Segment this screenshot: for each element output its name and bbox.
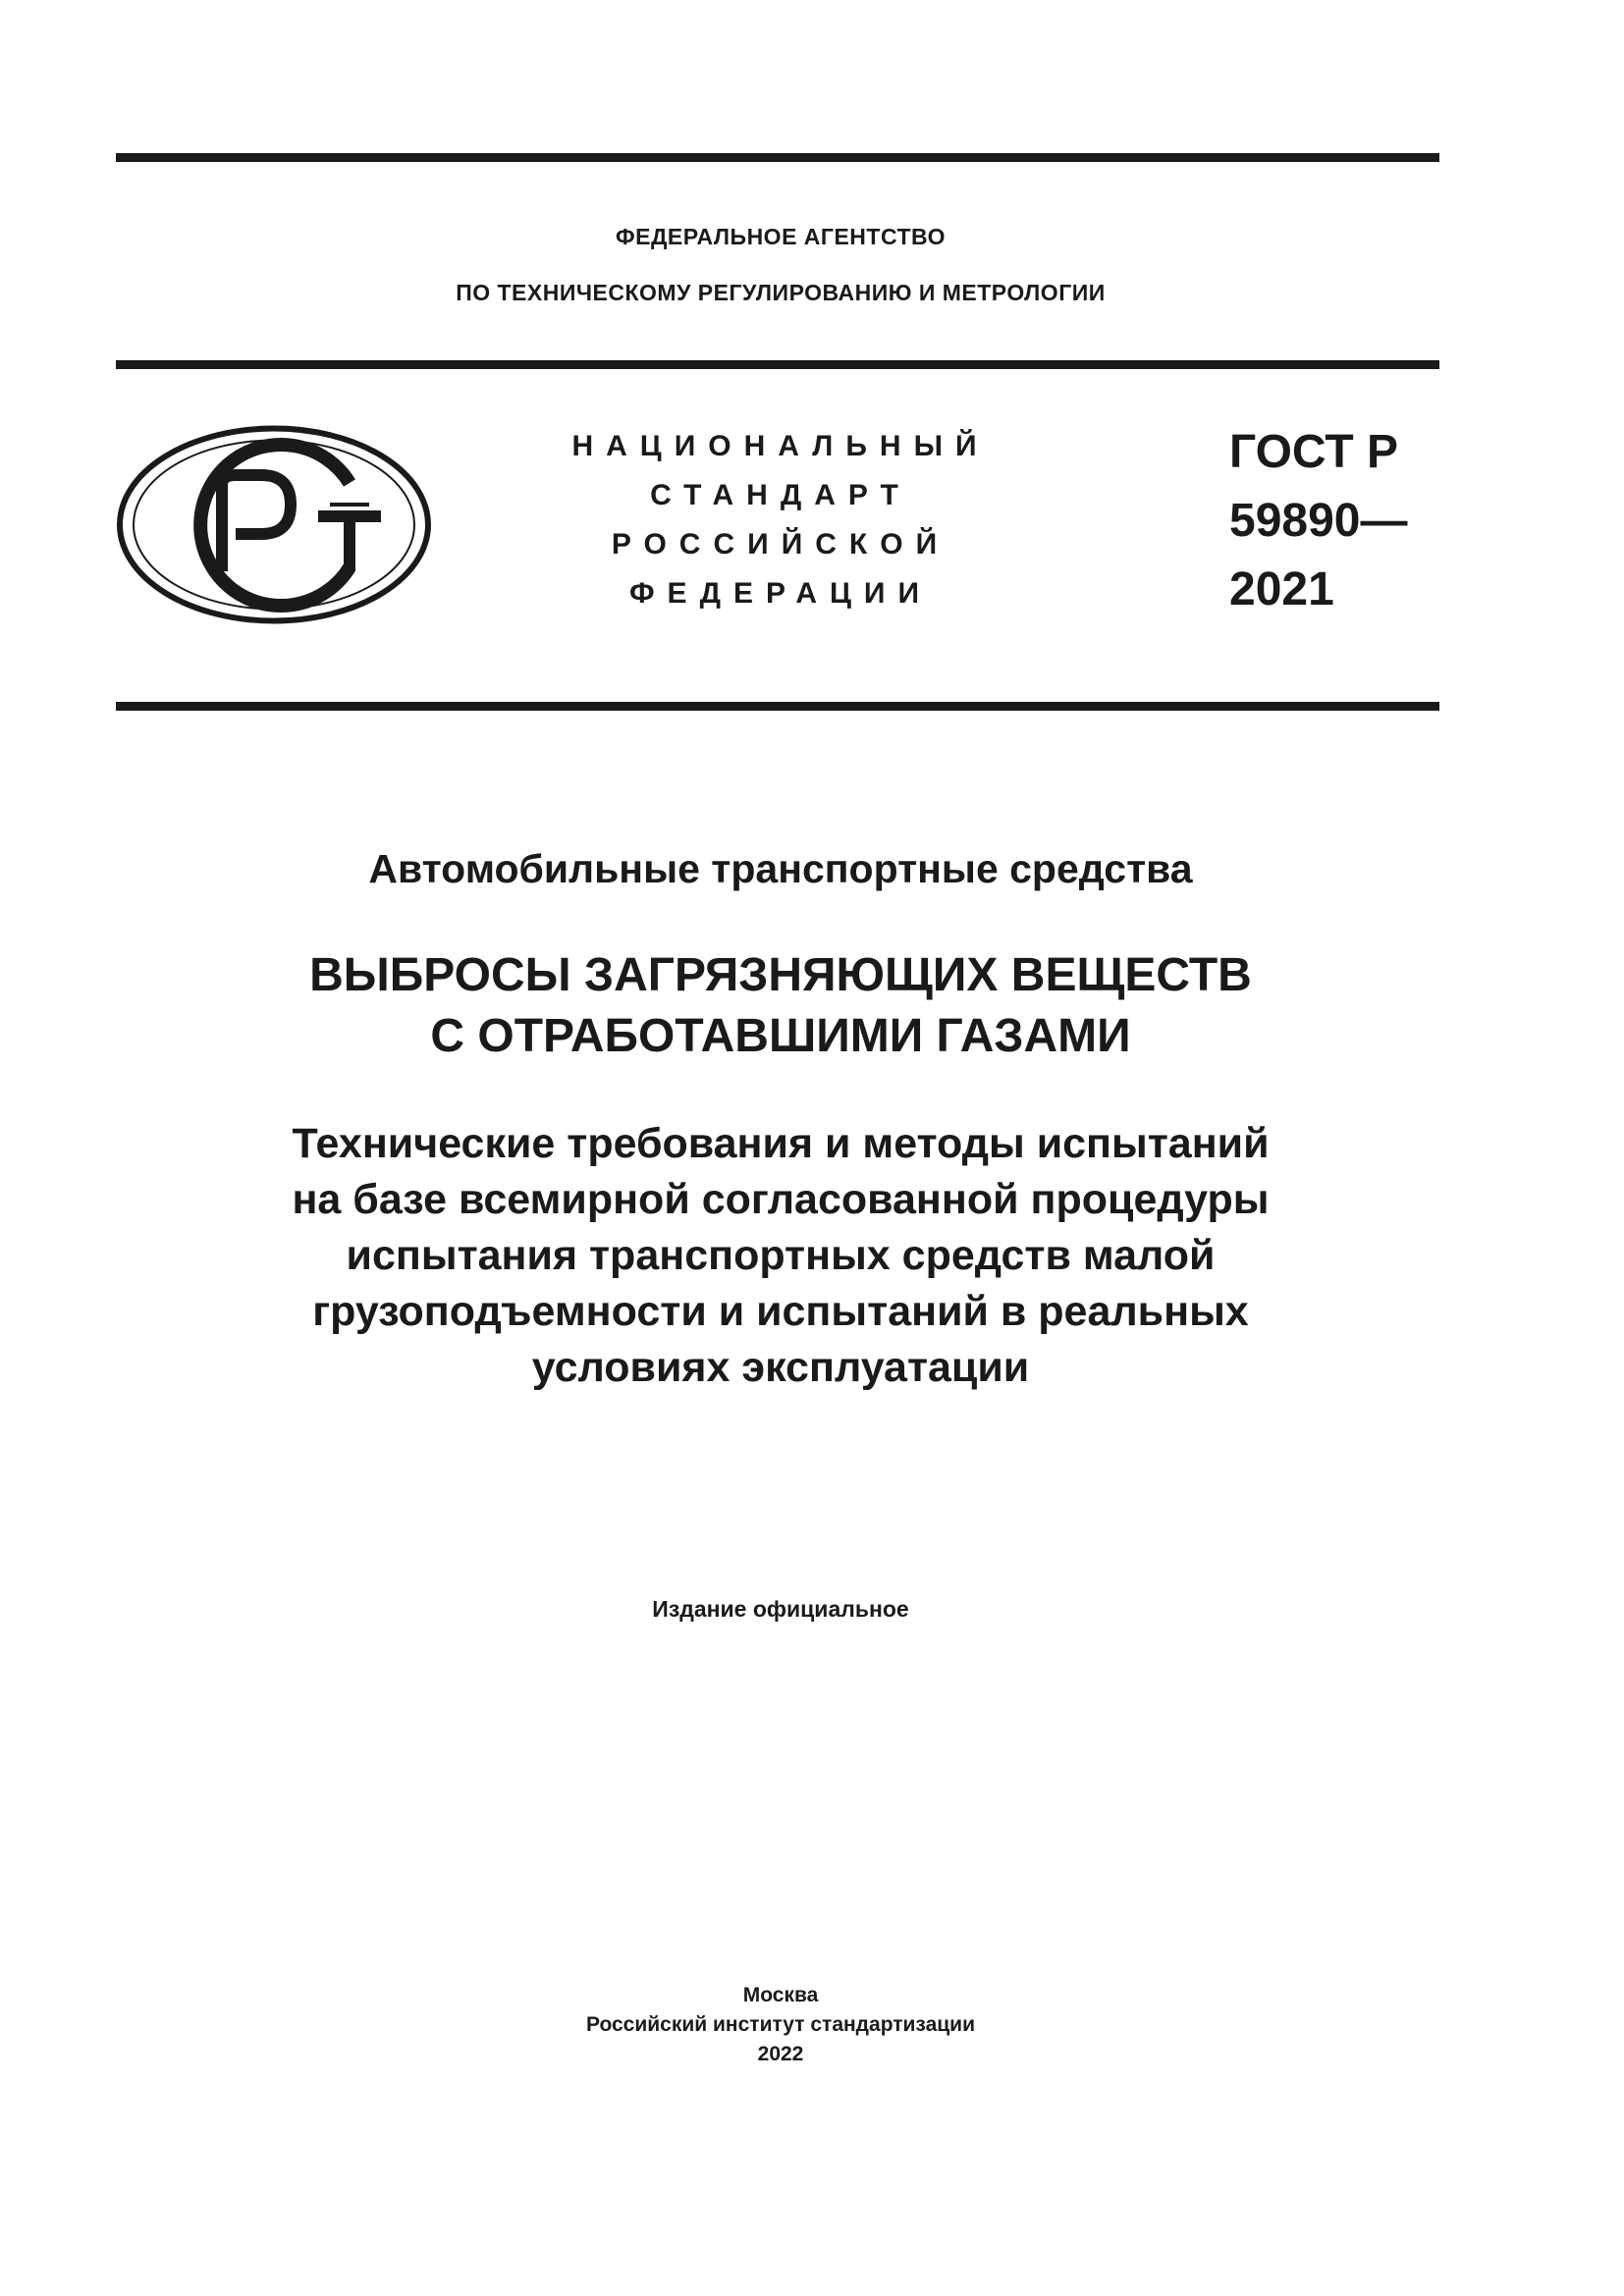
imprint-publisher: Российский институт стандартизации bbox=[585, 2013, 976, 2036]
national-standard-line-1: НАЦИОНАЛЬНЫЙ bbox=[571, 430, 990, 462]
top-rule bbox=[116, 153, 1439, 162]
imprint bbox=[0, 1981, 1561, 2069]
title-line-1: ВЫБРОСЫ ЗАГРЯЗНЯЮЩИХ ВЕЩЕСТВ bbox=[309, 949, 1252, 1001]
subtitle-line-5: условиях эксплуатации bbox=[531, 1344, 1030, 1391]
designation-line-3: 2021 bbox=[1229, 563, 1334, 615]
agency-rule bbox=[116, 360, 1439, 369]
document-title bbox=[0, 945, 1561, 1067]
imprint-year: 2022 bbox=[757, 2043, 804, 2065]
document-category: Автомобильные транспортные средства bbox=[368, 846, 1193, 891]
subtitle-line-3: испытания транспортных средств малой bbox=[346, 1232, 1216, 1279]
standard-designation bbox=[1229, 418, 1407, 624]
title-line-2: С ОТРАБОТАВШИМИ ГАЗАМИ bbox=[430, 1010, 1131, 1062]
header-rule bbox=[116, 702, 1439, 711]
document-subtitle bbox=[0, 1116, 1561, 1396]
national-standard-line-3: РОССИЙСКОЙ bbox=[611, 528, 950, 561]
national-standard-line-2: СТАНДАРТ bbox=[650, 479, 911, 511]
national-standard-line-4: ФЕДЕРАЦИИ bbox=[628, 577, 933, 610]
designation-line-2: 59890— bbox=[1229, 495, 1408, 547]
designation-line-1: ГОСТ Р bbox=[1229, 426, 1399, 478]
subtitle-line-4: грузоподъемности и испытаний в реальных bbox=[312, 1288, 1249, 1335]
national-standard-label bbox=[550, 422, 1011, 618]
subtitle-line-2: на базе всемирной согласованной процедуры bbox=[292, 1176, 1270, 1223]
rst-logo-icon bbox=[116, 424, 432, 625]
imprint-city: Москва bbox=[742, 1984, 819, 2006]
agency-line-1: ФЕДЕРАЛЬНОЕ АГЕНТСТВО bbox=[616, 224, 946, 249]
edition-label: Издание официальное bbox=[652, 1596, 909, 1622]
agency-line-2: ПО ТЕХНИЧЕСКОМУ РЕГУЛИРОВАНИЮ И МЕТРОЛОГИИ bbox=[456, 280, 1106, 305]
subtitle-line-1: Технические требования и методы испытаний bbox=[292, 1120, 1270, 1167]
